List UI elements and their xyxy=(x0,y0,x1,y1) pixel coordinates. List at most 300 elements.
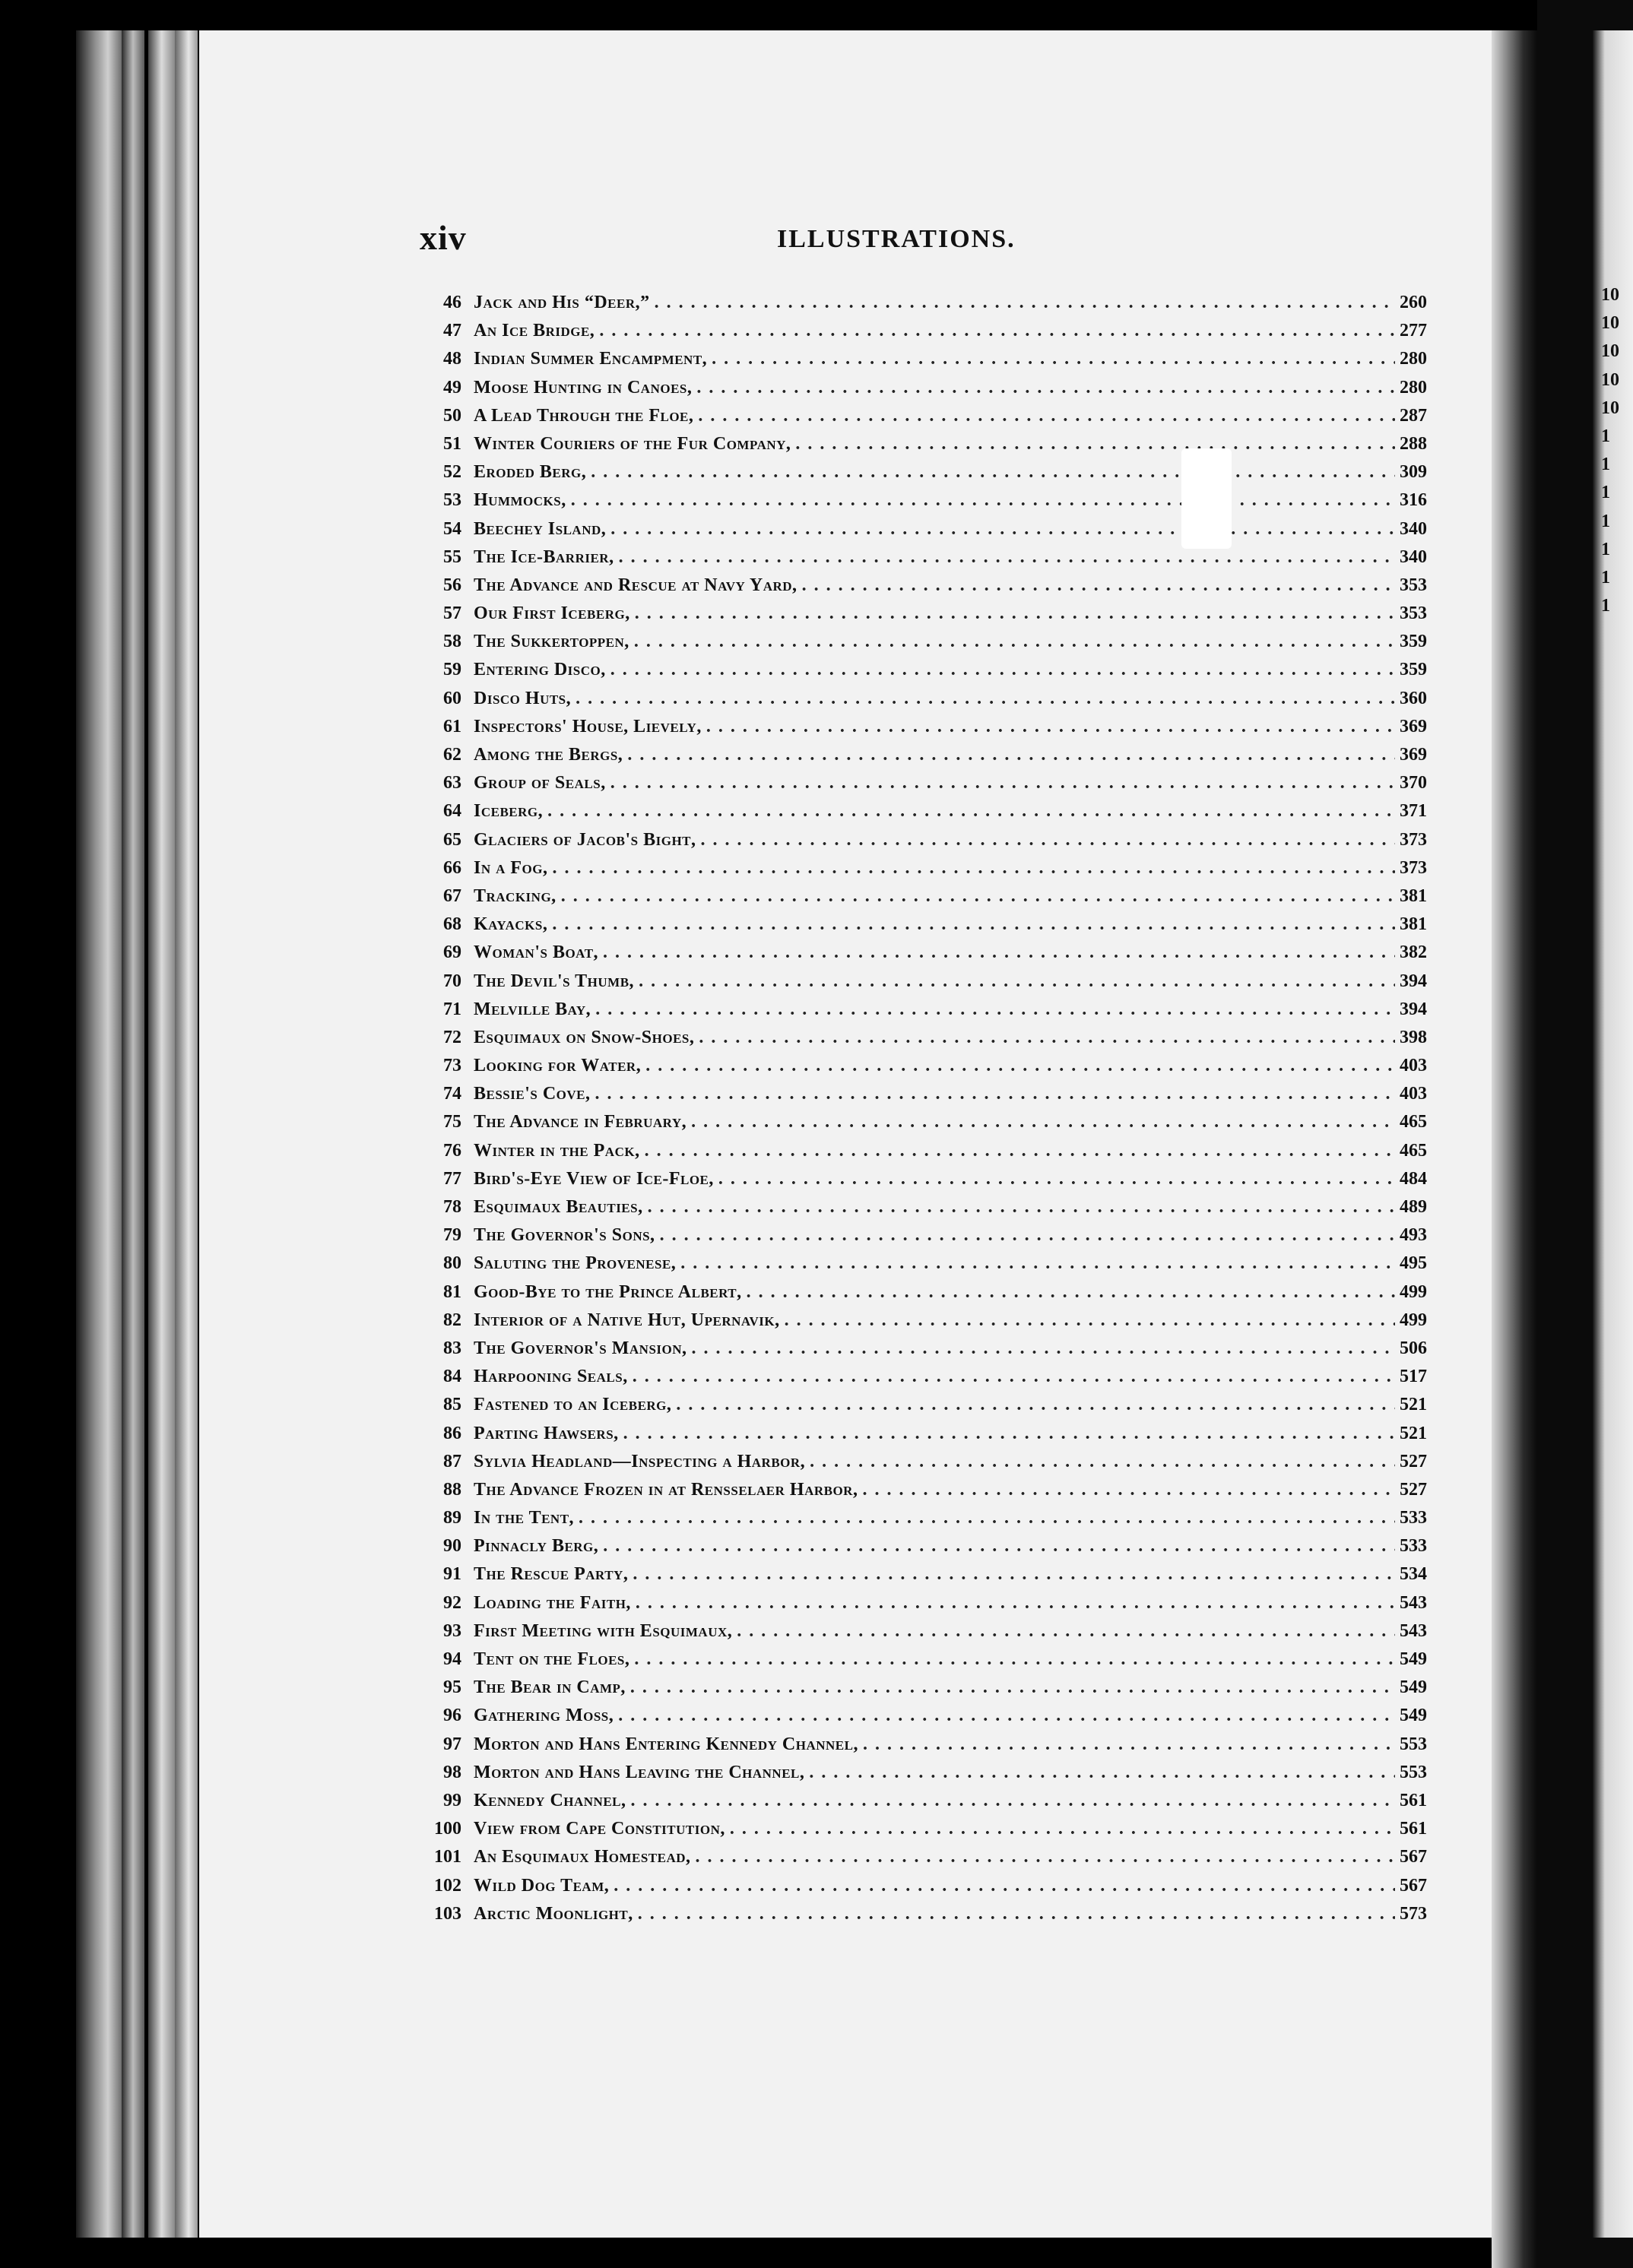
illustration-entry xyxy=(423,1197,1442,1225)
dot-leader xyxy=(591,462,1395,483)
illustration-title: Glaciers of Jacob's Bight, xyxy=(474,829,696,850)
illustration-number: 64 xyxy=(443,801,461,822)
illustration-page: 484 xyxy=(1400,1168,1427,1189)
illustration-page: 288 xyxy=(1400,433,1427,454)
illustration-entry xyxy=(423,1452,1442,1480)
dot-leader xyxy=(676,1395,1395,1415)
illustration-number: 61 xyxy=(443,716,461,736)
dot-leader xyxy=(547,801,1395,822)
running-title: ILLUSTRATIONS. xyxy=(777,225,1016,253)
illustration-page: 534 xyxy=(1400,1564,1427,1585)
dot-leader xyxy=(802,575,1395,596)
illustration-number: 56 xyxy=(443,575,461,595)
illustration-number: 74 xyxy=(443,1084,461,1104)
facing-page-text xyxy=(1601,281,1631,620)
illustration-page: 499 xyxy=(1400,1281,1427,1302)
illustration-page: 549 xyxy=(1400,1677,1427,1698)
illustration-entry xyxy=(423,1593,1442,1621)
illustration-number: 68 xyxy=(443,914,461,935)
illustration-number: 84 xyxy=(443,1367,461,1387)
dot-leader xyxy=(809,1763,1395,1783)
illustration-page: 277 xyxy=(1400,321,1427,341)
illustration-page: 398 xyxy=(1400,1027,1427,1047)
facing-page-fragment: 10 xyxy=(1601,398,1619,418)
illustration-entry xyxy=(423,1876,1442,1904)
illustration-number: 60 xyxy=(443,688,461,708)
dot-leader xyxy=(631,1791,1395,1811)
illustration-number: 69 xyxy=(443,942,461,963)
illustration-entry xyxy=(423,1621,1442,1649)
illustration-number: 96 xyxy=(443,1706,461,1726)
illustration-number: 86 xyxy=(443,1423,461,1443)
illustration-entry xyxy=(423,1508,1442,1536)
illustration-entry xyxy=(423,575,1442,603)
illustration-entry xyxy=(423,801,1442,829)
illustration-entry xyxy=(423,519,1442,547)
illustration-title: Winter in the Pack, xyxy=(474,1140,640,1161)
dot-leader xyxy=(552,914,1395,935)
illustration-title: The Sukkertoppen, xyxy=(474,632,629,652)
illustration-title: Tracking, xyxy=(474,885,556,906)
illustration-entry xyxy=(423,971,1442,999)
illustration-title: Sylvia Headland—Inspecting a Harbor, xyxy=(474,1451,806,1471)
illustration-page: 567 xyxy=(1400,1847,1427,1867)
illustration-page: 359 xyxy=(1400,660,1427,680)
illustration-page: 340 xyxy=(1400,518,1427,539)
book-edge xyxy=(76,30,122,2238)
dot-leader xyxy=(576,689,1395,709)
illustration-entry xyxy=(423,1791,1442,1819)
illustration-number: 102 xyxy=(434,1875,461,1896)
illustration-entry xyxy=(423,349,1442,377)
dot-leader xyxy=(639,971,1395,992)
dot-leader xyxy=(660,1225,1395,1246)
illustration-title: The Governor's Mansion, xyxy=(474,1338,687,1358)
illustration-entry xyxy=(423,321,1442,349)
illustration-entry xyxy=(423,717,1442,745)
illustration-title: Disco Huts, xyxy=(474,688,572,708)
illustration-number: 46 xyxy=(443,293,461,312)
dot-leader xyxy=(810,1452,1395,1472)
illustration-entry xyxy=(423,1338,1442,1367)
illustration-page: 465 xyxy=(1400,1140,1427,1161)
illustration-entry xyxy=(423,1169,1442,1197)
illustration-title: The Advance in February, xyxy=(474,1112,687,1132)
dot-leader xyxy=(645,1141,1395,1161)
illustration-page: 359 xyxy=(1400,632,1427,652)
illustration-page: 495 xyxy=(1400,1253,1427,1274)
illustration-number: 71 xyxy=(443,999,461,1019)
illustration-entry xyxy=(423,1763,1442,1791)
illustration-page: 403 xyxy=(1400,1056,1427,1076)
illustration-number: 58 xyxy=(443,632,461,652)
illustration-page: 370 xyxy=(1400,773,1427,793)
dot-leader xyxy=(635,603,1395,624)
illustration-title: Fastened to an Iceberg, xyxy=(474,1395,672,1415)
dot-leader xyxy=(696,378,1395,398)
illustration-page: 382 xyxy=(1400,942,1427,963)
illustrations-list xyxy=(423,293,1442,1932)
illustration-entry xyxy=(423,1367,1442,1395)
illustration-title: In the Tent, xyxy=(474,1508,575,1528)
illustration-page: 527 xyxy=(1400,1479,1427,1500)
illustration-page: 533 xyxy=(1400,1508,1427,1528)
dot-leader xyxy=(785,1310,1395,1331)
illustration-entry xyxy=(423,603,1442,632)
illustration-number: 88 xyxy=(443,1479,461,1500)
illustration-title: Wild Dog Team, xyxy=(474,1875,610,1896)
facing-page-fragment: 1 xyxy=(1601,511,1610,531)
illustration-number: 82 xyxy=(443,1310,461,1330)
illustration-page: 373 xyxy=(1400,829,1427,850)
illustration-number: 79 xyxy=(443,1225,461,1246)
illustration-page: 280 xyxy=(1400,349,1427,369)
illustration-page: 280 xyxy=(1400,377,1427,398)
illustration-entry xyxy=(423,1282,1442,1310)
illustration-entry xyxy=(423,1253,1442,1281)
illustration-entry xyxy=(423,942,1442,971)
illustration-number: 94 xyxy=(443,1649,461,1669)
illustration-number: 90 xyxy=(443,1536,461,1557)
illustration-number: 57 xyxy=(443,603,461,624)
page-number: xiv xyxy=(420,218,467,257)
illustration-number: 49 xyxy=(443,377,461,398)
illustration-number: 53 xyxy=(443,490,461,511)
illustration-title: Gathering Moss, xyxy=(474,1706,614,1726)
illustration-entry xyxy=(423,689,1442,717)
dot-leader xyxy=(692,1338,1395,1359)
dot-leader xyxy=(701,830,1395,850)
illustration-entry xyxy=(423,1084,1442,1112)
illustration-page: 316 xyxy=(1400,490,1427,511)
illustration-page: 561 xyxy=(1400,1790,1427,1810)
illustration-number: 70 xyxy=(443,971,461,991)
illustration-entry xyxy=(423,830,1442,858)
illustration-entry xyxy=(423,1056,1442,1084)
illustration-number: 62 xyxy=(443,745,461,765)
illustration-title: The Ice-Barrier, xyxy=(474,546,614,567)
dot-leader xyxy=(610,773,1395,793)
illustration-number: 81 xyxy=(443,1281,461,1302)
illustration-page: 521 xyxy=(1400,1423,1427,1443)
illustration-title: Tent on the Floes, xyxy=(474,1649,630,1669)
illustration-page: 506 xyxy=(1400,1338,1427,1358)
book-page xyxy=(199,30,1492,2238)
illustration-entry xyxy=(423,999,1442,1028)
dot-leader xyxy=(553,858,1396,879)
dot-leader xyxy=(603,942,1395,963)
illustration-title: Loading the Faith, xyxy=(474,1592,631,1613)
illustration-entry xyxy=(423,378,1442,406)
illustration-number: 85 xyxy=(443,1395,461,1415)
illustration-page: 369 xyxy=(1400,745,1427,765)
dot-leader xyxy=(627,745,1395,765)
illustration-entry xyxy=(423,1310,1442,1338)
illustration-title: Indian Summer Encampment, xyxy=(474,349,708,369)
facing-page-fragment: 1 xyxy=(1601,483,1610,503)
illustration-number: 55 xyxy=(443,546,461,567)
book-edge xyxy=(122,30,144,2238)
illustration-title: The Advance and Rescue at Navy Yard, xyxy=(474,575,797,595)
illustration-title: Bessie's Cove, xyxy=(474,1084,591,1104)
illustration-number: 77 xyxy=(443,1168,461,1189)
dot-leader xyxy=(636,1593,1395,1614)
illustration-page: 549 xyxy=(1400,1649,1427,1669)
dot-leader xyxy=(638,1904,1395,1924)
dot-leader xyxy=(630,1677,1395,1698)
illustration-entry xyxy=(423,773,1442,801)
illustration-entry xyxy=(423,632,1442,660)
illustration-number: 63 xyxy=(443,773,461,793)
illustration-entry xyxy=(423,1141,1442,1169)
illustration-number: 54 xyxy=(443,518,461,539)
illustration-entry xyxy=(423,1734,1442,1763)
illustration-page: 369 xyxy=(1400,716,1427,736)
illustration-entry xyxy=(423,434,1442,462)
dot-leader xyxy=(747,1282,1395,1303)
illustration-title: Eroded Berg, xyxy=(474,462,587,483)
illustration-entry xyxy=(423,1564,1442,1592)
illustration-entry xyxy=(423,858,1442,886)
illustration-page: 287 xyxy=(1400,405,1427,426)
facing-page-fragment: 1 xyxy=(1601,539,1610,559)
illustration-entry xyxy=(423,1480,1442,1508)
illustration-title: Harpooning Seals, xyxy=(474,1367,628,1387)
illustration-number: 92 xyxy=(443,1592,461,1613)
illustration-number: 66 xyxy=(443,857,461,878)
illustration-number: 87 xyxy=(443,1451,461,1471)
illustration-entry xyxy=(423,1819,1442,1847)
illustration-page: 561 xyxy=(1400,1819,1427,1839)
dot-leader xyxy=(648,1197,1395,1218)
illustration-title: The Advance Frozen in at Rensselaer Harbor, xyxy=(474,1479,858,1500)
illustration-number: 73 xyxy=(443,1056,461,1076)
illustration-page: 521 xyxy=(1400,1395,1427,1415)
illustration-title: The Rescue Party, xyxy=(474,1564,629,1585)
facing-page-fragment: 1 xyxy=(1601,568,1610,588)
illustration-entry xyxy=(423,1904,1442,1932)
illustration-number: 93 xyxy=(443,1620,461,1641)
illustration-entry xyxy=(423,1424,1442,1452)
dot-leader xyxy=(863,1734,1395,1755)
illustration-page: 340 xyxy=(1400,546,1427,567)
illustration-title: The Devil's Thumb, xyxy=(474,971,635,991)
illustration-entry xyxy=(423,462,1442,490)
illustration-entry xyxy=(423,1395,1442,1423)
illustration-entry xyxy=(423,1536,1442,1564)
illustration-number: 89 xyxy=(443,1508,461,1528)
illustration-page: 543 xyxy=(1400,1620,1427,1641)
illustration-page: 533 xyxy=(1400,1536,1427,1557)
illustration-number: 80 xyxy=(443,1253,461,1274)
illustration-page: 373 xyxy=(1400,857,1427,878)
illustration-number: 48 xyxy=(443,349,461,369)
dot-leader xyxy=(634,1649,1395,1670)
illustration-title: Esquimaux Beauties, xyxy=(474,1197,643,1217)
dot-leader xyxy=(595,999,1395,1020)
illustration-title: Inspectors' House, Lievely, xyxy=(474,716,702,736)
illustration-page: 394 xyxy=(1400,971,1427,991)
illustration-title: First Meeting with Esquimaux, xyxy=(474,1620,733,1641)
illustration-title: Woman's Boat, xyxy=(474,942,599,963)
dot-leader xyxy=(737,1621,1395,1642)
book-edge xyxy=(148,30,175,2238)
illustration-page: 549 xyxy=(1400,1706,1427,1726)
illustration-title: Our First Iceberg, xyxy=(474,603,630,624)
illustration-entry xyxy=(423,490,1442,518)
illustration-number: 100 xyxy=(434,1819,461,1839)
illustration-title: Hummocks, xyxy=(474,490,566,511)
dot-leader xyxy=(862,1480,1395,1500)
illustration-entry xyxy=(423,406,1442,434)
illustration-page: 353 xyxy=(1400,603,1427,624)
illustration-title: Arctic Moonlight, xyxy=(474,1903,633,1924)
dot-leader xyxy=(795,434,1395,455)
illustration-title: Among the Bergs, xyxy=(474,745,623,765)
dot-leader xyxy=(645,1056,1395,1076)
illustration-number: 52 xyxy=(443,462,461,483)
dot-leader xyxy=(595,1084,1395,1104)
illustration-entry xyxy=(423,1649,1442,1677)
illustration-title: Group of Seals, xyxy=(474,773,606,793)
illustration-title: Kennedy Channel, xyxy=(474,1790,626,1810)
illustration-title: Esquimaux on Snow-Shoes, xyxy=(474,1027,695,1047)
illustration-number: 83 xyxy=(443,1338,461,1358)
facing-page-fragment: 1 xyxy=(1601,455,1610,475)
illustration-entry xyxy=(423,1706,1442,1734)
illustration-number: 50 xyxy=(443,405,461,426)
dot-leader xyxy=(610,660,1395,680)
illustration-entry xyxy=(423,1225,1442,1253)
dot-leader xyxy=(655,293,1395,313)
illustration-number: 103 xyxy=(434,1903,461,1924)
illustration-page: 465 xyxy=(1400,1112,1427,1132)
illustration-number: 99 xyxy=(443,1790,461,1810)
illustration-page: 543 xyxy=(1400,1592,1427,1613)
illustration-title: Saluting the Provenese, xyxy=(474,1253,677,1274)
dot-leader xyxy=(706,717,1395,737)
illustration-entry xyxy=(423,1112,1442,1140)
illustration-page: 353 xyxy=(1400,575,1427,595)
dot-leader xyxy=(599,321,1395,341)
dot-leader xyxy=(603,1536,1395,1557)
illustration-title: Bird's-Eye View of Ice-Floe, xyxy=(474,1168,714,1189)
illustration-number: 47 xyxy=(443,321,461,341)
illustration-title: The Bear in Camp, xyxy=(474,1677,626,1698)
illustration-title: Looking for Water, xyxy=(474,1056,642,1076)
illustration-page: 309 xyxy=(1400,462,1427,483)
dot-leader xyxy=(561,886,1395,907)
facing-page-fragment: 1 xyxy=(1601,596,1610,616)
dot-leader xyxy=(623,1424,1395,1444)
illustration-title: Beechey Island, xyxy=(474,518,607,539)
illustration-page: 493 xyxy=(1400,1225,1427,1246)
illustration-title: Moose Hunting in Canoes, xyxy=(474,377,693,398)
facing-page-fragment: 10 xyxy=(1601,341,1619,362)
illustration-title: Morton and Hans Entering Kennedy Channel, xyxy=(474,1734,858,1754)
illustration-number: 72 xyxy=(443,1027,461,1047)
illustration-entry xyxy=(423,1677,1442,1706)
illustration-title: Entering Disco, xyxy=(474,660,606,680)
facing-page-fragment: 10 xyxy=(1601,285,1619,305)
illustration-title: A Lead Through the Floe, xyxy=(474,405,694,426)
illustration-page: 381 xyxy=(1400,914,1427,935)
dot-leader xyxy=(680,1253,1395,1274)
illustration-page: 381 xyxy=(1400,885,1427,906)
illustration-number: 67 xyxy=(443,885,461,906)
dot-leader xyxy=(730,1819,1395,1839)
illustration-number: 75 xyxy=(443,1112,461,1132)
illustration-number: 59 xyxy=(443,660,461,680)
dot-leader xyxy=(610,519,1395,540)
illustration-page: 260 xyxy=(1400,293,1427,312)
dot-leader xyxy=(571,490,1395,511)
dot-leader xyxy=(691,1112,1395,1132)
illustration-page: 517 xyxy=(1400,1367,1427,1387)
illustration-number: 95 xyxy=(443,1677,461,1698)
illustration-title: The Governor's Sons, xyxy=(474,1225,655,1246)
dot-leader xyxy=(633,1367,1395,1387)
illustration-page: 573 xyxy=(1400,1903,1427,1924)
illustration-page: 553 xyxy=(1400,1734,1427,1754)
illustration-page: 371 xyxy=(1400,801,1427,822)
illustration-title: Kayacks, xyxy=(474,914,548,935)
page-header xyxy=(199,217,1492,263)
illustration-entry xyxy=(423,293,1442,321)
dot-leader xyxy=(696,1847,1395,1867)
illustration-title: Melville Bay, xyxy=(474,999,591,1019)
illustration-page: 360 xyxy=(1400,688,1427,708)
illustration-entry xyxy=(423,1847,1442,1875)
illustration-title: Good-Bye to the Prince Albert, xyxy=(474,1281,742,1302)
ink-blot xyxy=(1181,448,1232,549)
dot-leader xyxy=(618,1706,1395,1726)
illustration-number: 101 xyxy=(434,1847,461,1867)
illustration-number: 78 xyxy=(443,1197,461,1217)
illustration-title: In a Fog, xyxy=(474,857,548,878)
illustration-title: Parting Hawsers, xyxy=(474,1423,619,1443)
facing-page-fragment: 1 xyxy=(1601,426,1610,447)
book-edge xyxy=(175,30,198,2238)
dot-leader xyxy=(614,1876,1395,1896)
illustration-page: 567 xyxy=(1400,1875,1427,1896)
illustration-page: 499 xyxy=(1400,1310,1427,1330)
dot-leader xyxy=(718,1169,1395,1189)
facing-page-fragment: 10 xyxy=(1601,369,1619,390)
dot-leader xyxy=(698,406,1395,426)
dot-leader xyxy=(633,1564,1395,1585)
illustration-entry xyxy=(423,745,1442,773)
illustration-entry xyxy=(423,914,1442,942)
dot-leader xyxy=(634,632,1395,652)
illustration-page: 489 xyxy=(1400,1197,1427,1217)
illustration-number: 76 xyxy=(443,1140,461,1161)
illustration-title: An Esquimaux Homestead, xyxy=(474,1847,691,1867)
page-gutter xyxy=(1492,30,1537,2268)
illustration-title: View from Cape Constitution, xyxy=(474,1819,725,1839)
illustration-number: 51 xyxy=(443,433,461,454)
illustration-number: 65 xyxy=(443,829,461,850)
illustration-entry xyxy=(423,547,1442,575)
illustration-title: Winter Couriers of the Fur Company, xyxy=(474,433,791,454)
illustration-page: 527 xyxy=(1400,1451,1427,1471)
dot-leader xyxy=(699,1028,1395,1048)
illustration-entry xyxy=(423,886,1442,914)
illustration-title: Interior of a Native Hut, Upernavik, xyxy=(474,1310,780,1330)
illustration-title: Iceberg, xyxy=(474,801,544,822)
illustration-page: 403 xyxy=(1400,1084,1427,1104)
illustration-page: 394 xyxy=(1400,999,1427,1019)
